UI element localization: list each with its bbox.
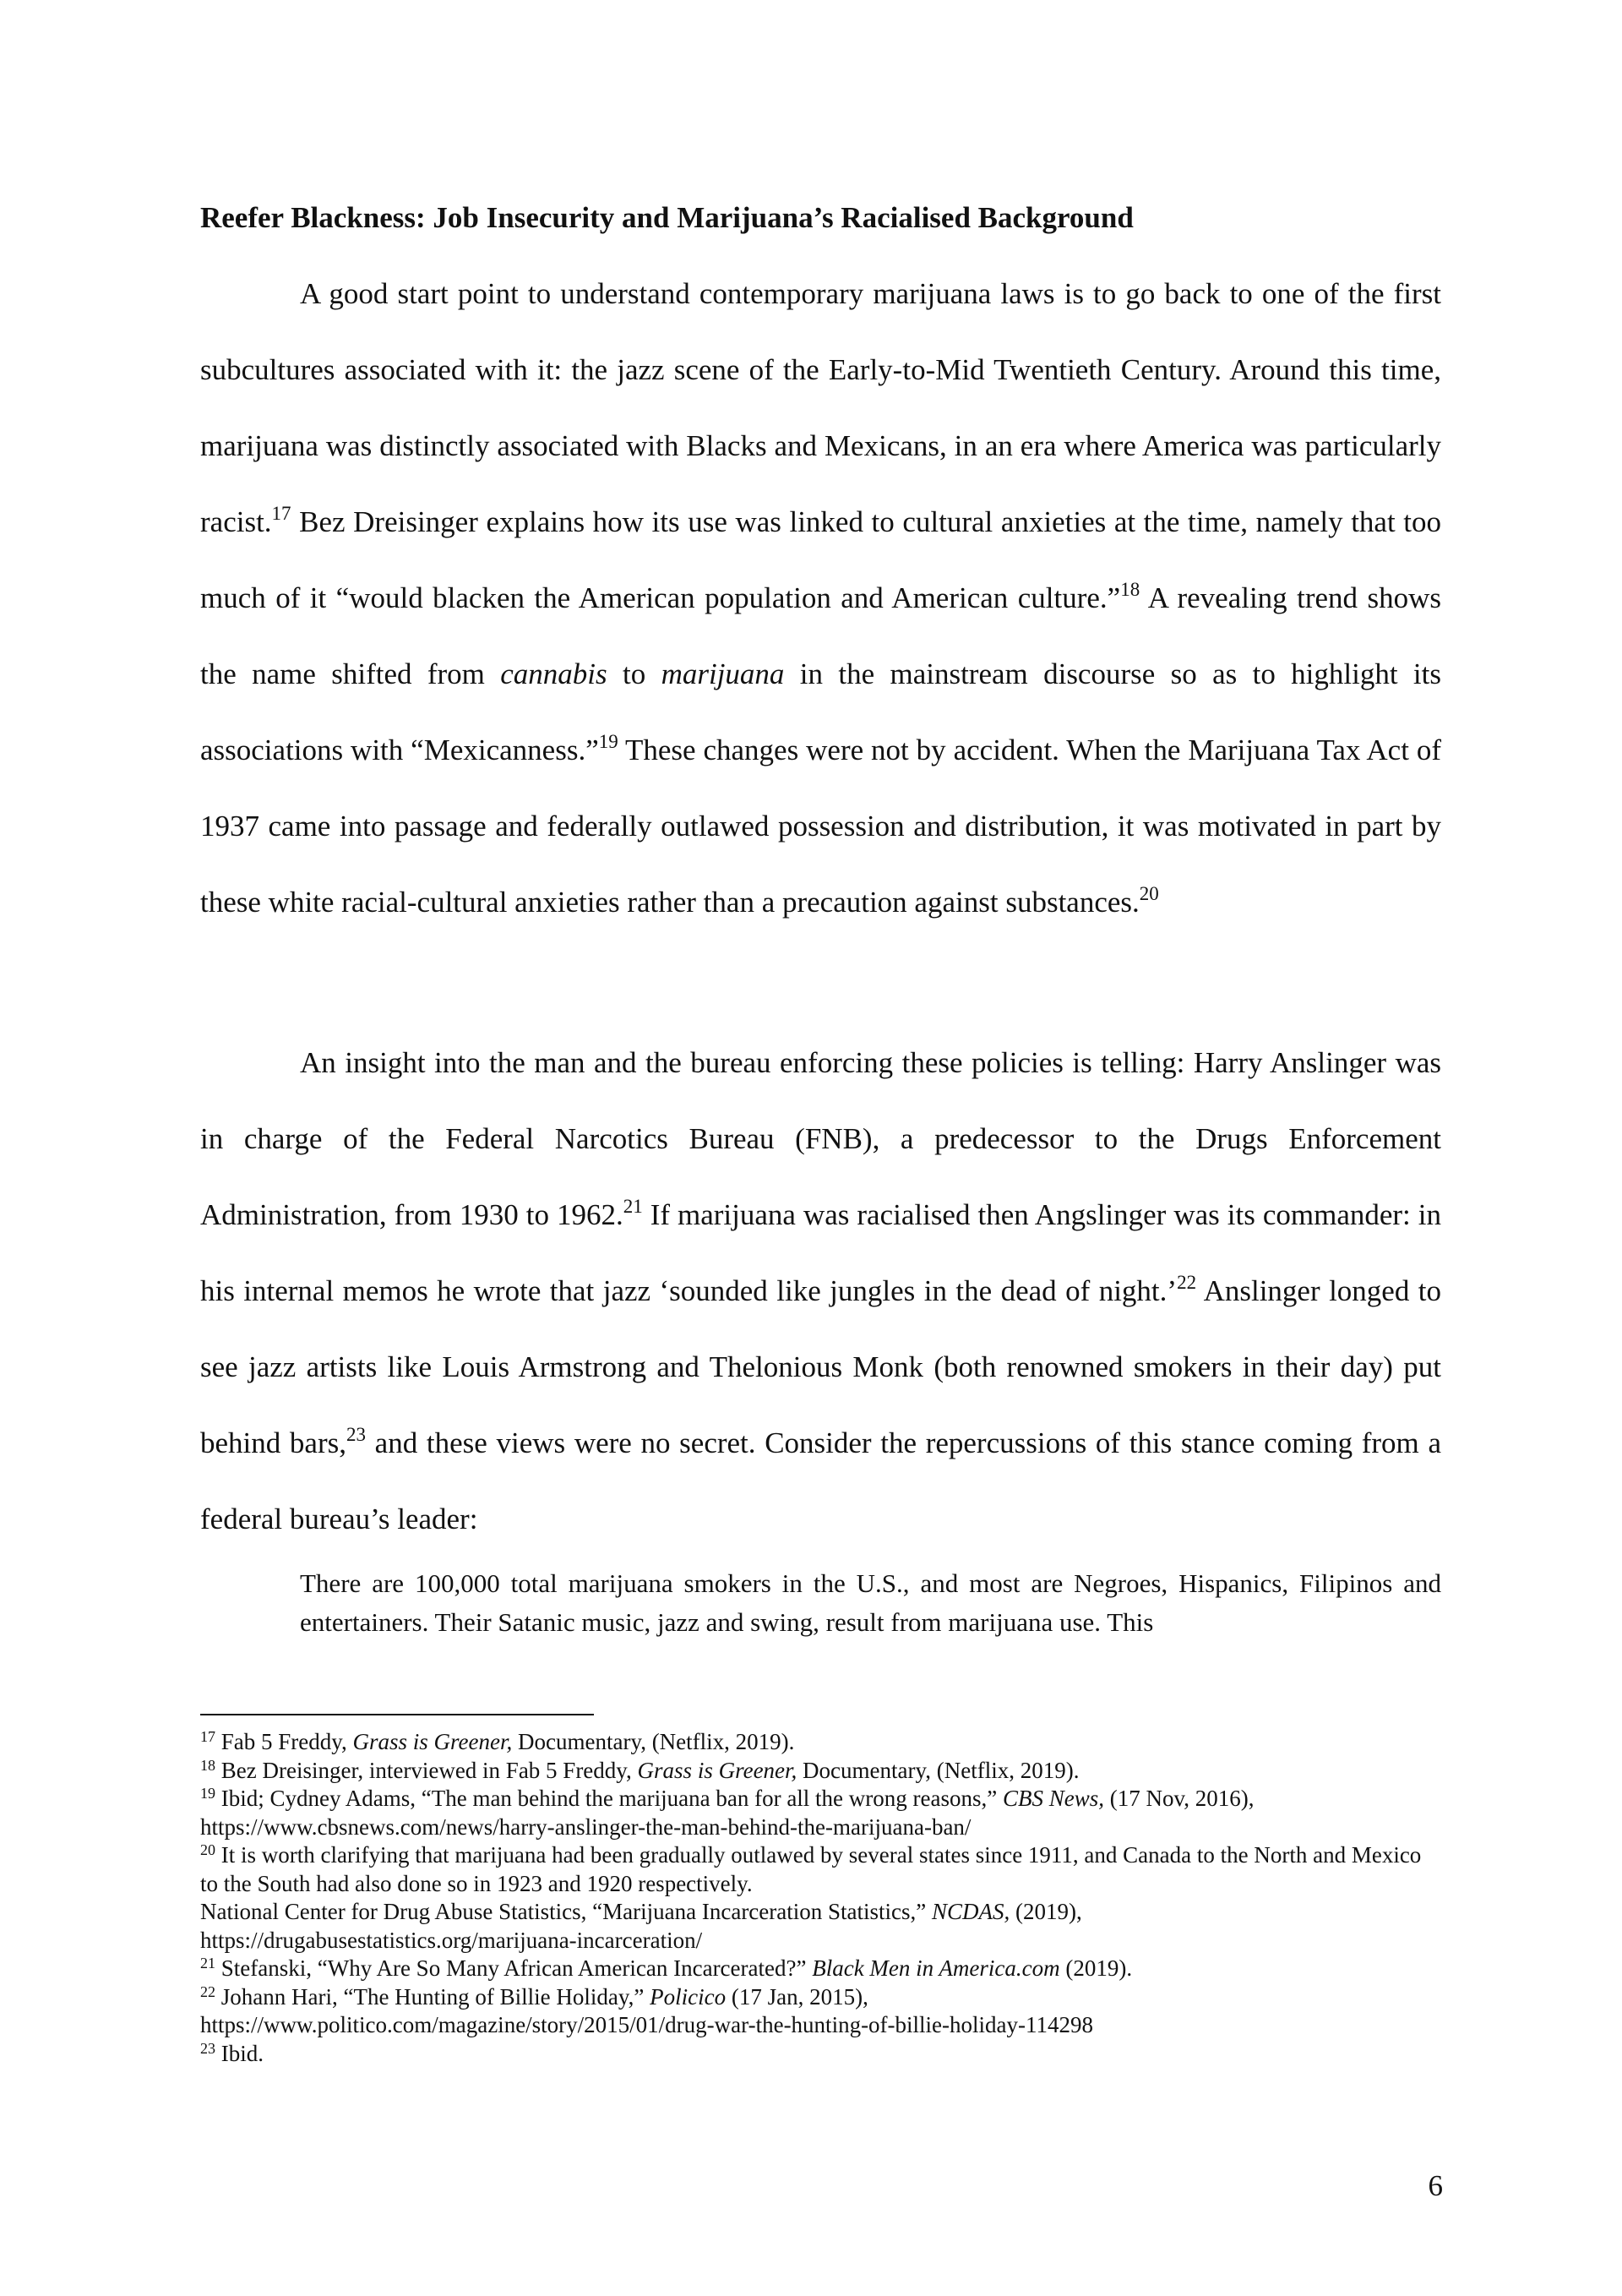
footnote-link[interactable]: (2019), https://drugabusestatistics.org/marijuana-incarceration/	[200, 1899, 1082, 1953]
footnote-link[interactable]: (17 Nov, 2016), https://www.cbsnews.com/news/harry-anslinger-the-man-behind-the-marijuana-ban/	[200, 1786, 1255, 1840]
footnote-ref-17[interactable]: 17	[271, 502, 291, 524]
footnote-21	[200, 1955, 1442, 1983]
footnote-17	[200, 1728, 1442, 1757]
footnote-text: Bez Dreisinger, interviewed in Fab 5 Freddy,	[215, 1757, 638, 1783]
footnote-number: 19	[200, 1785, 215, 1802]
footnote-20-source	[200, 1898, 1442, 1955]
footnote-20	[200, 1841, 1442, 1898]
footnote-ref-19[interactable]: 19	[598, 730, 618, 752]
footnote-italic: CBS News,	[1003, 1786, 1105, 1811]
footnote-italic: Grass is Greener,	[637, 1757, 797, 1783]
footnote-ref-18[interactable]: 18	[1120, 578, 1140, 600]
para2-text-3: Anslinger longed to see jazz artists like Louis Armstrong and Thelonious Monk (both renowned smokers in their day) put behind bars,	[200, 1274, 1441, 1459]
footnote-italic: NCDAS,	[932, 1899, 1010, 1924]
footnote-italic: Grass is Greener,	[352, 1729, 513, 1754]
body-paragraph-1	[200, 256, 1441, 941]
footnote-ref-21[interactable]: 21	[623, 1195, 643, 1217]
para1-italic-cannabis: cannabis	[500, 657, 607, 690]
footnote-number: 23	[200, 2039, 215, 2057]
block-quote: There are 100,000 total marijuana smokers in the U.S., and most are Negroes, Hispanics, Filipinos and entertainers. Their Satanic music, jazz and swing, result from marijuana use. This	[300, 1568, 1441, 1637]
footnote-number: 17	[200, 1728, 215, 1745]
footnote-18	[200, 1757, 1442, 1786]
para1-italic-marijuana: marijuana	[661, 657, 785, 690]
footnote-ref-23[interactable]: 23	[346, 1423, 366, 1445]
para1-text-6: These changes were not by accident. When the Marijuana Tax Act of 1937 came into passage and federally outlawed possession and distribution, it was motivated in part by these white racial-cultural anxieties rather than a precaution against substances.	[200, 734, 1442, 919]
footnote-ref-20[interactable]: 20	[1139, 882, 1159, 904]
footnote-ref-22[interactable]: 22	[1177, 1271, 1197, 1293]
footnote-italic: Black Men in America.com	[812, 1955, 1060, 1981]
footnote-23	[200, 2040, 1442, 2069]
footnote-number: 22	[200, 1982, 215, 2000]
footnote-number: 20	[200, 1841, 215, 1858]
para1-text-5: in the mainstream discourse so as to highlight its associations with “Mexicanness.”	[200, 657, 1441, 766]
para1-text-2: Bez Dreisinger explains how its use was linked to cultural anxieties at the time, namely that too much of it “would blacken the American population and American culture.”	[200, 505, 1441, 614]
footnote-text: Ibid; Cydney Adams, “The man behind the marijuana ban for all the wrong reasons,”	[215, 1786, 1003, 1811]
footnote-text: Documentary, (Netflix, 2019).	[512, 1729, 795, 1754]
para1-text-4: to	[607, 657, 661, 690]
footnote-number: 18	[200, 1756, 215, 1774]
footnote-text: National Center for Drug Abuse Statistics, “Marijuana Incarceration Statistics,”	[200, 1899, 932, 1924]
section-heading: Reefer Blackness: Job Insecurity and Marijuana’s Racialised Background	[200, 201, 1134, 234]
footnotes	[200, 1728, 1442, 2068]
footnote-text: It is worth clarifying that marijuana had been gradually outlawed by several states since 1911, and Canada to the North and Mexico to the South had also done so in 1923 and 1920 respectively.	[200, 1842, 1422, 1896]
para1-text-3: A revealing trend shows the name shifted from	[200, 581, 1441, 690]
footnote-19	[200, 1785, 1442, 1841]
footnote-text: Documentary, (Netflix, 2019).	[797, 1757, 1080, 1783]
footnote-separator	[200, 1714, 594, 1715]
footnote-text: Johann Hari, “The Hunting of Billie Holiday,”	[215, 1983, 650, 2010]
footnote-22-url	[200, 2011, 1442, 2040]
footnote-link[interactable]: https://www.politico.com/magazine/story/2015/01/drug-war-the-hunting-of-billie-holiday-114298	[200, 2012, 1093, 2037]
para1-text-1: A good start point to understand contemporary marijuana laws is to go back to one of the first subcultures associated with it: the jazz scene of the Early-to-Mid Twentieth Century. Around this time, marijuana was distinctly associated with Blacks and Mexicans, in an era where America was particularly racist.	[200, 277, 1441, 538]
para2-text-1: An insight into the man and the bureau enforcing these policies is telling: Harry Anslinger was in charge of the Federal Narcotics Bureau (FNB), a predecessor to the Drugs Enforcement Administration, from 1930 to 1962.	[200, 1046, 1441, 1231]
footnote-text: Ibid.	[215, 2040, 264, 2066]
para2-text-4: and these views were no secret. Consider the repercussions of this stance coming from a federal bureau’s leader:	[200, 1426, 1441, 1535]
footnote-22	[200, 1983, 1442, 2012]
footnote-text: (17 Jan, 2015),	[726, 1983, 868, 2010]
body-paragraph-2	[200, 1025, 1441, 1557]
footnote-number: 21	[200, 1955, 215, 1972]
para2-text-2: If marijuana was racialised then Angslinger was its commander: in his internal memos he wrote that jazz ‘sounded like jungles in the dead of night.’	[200, 1198, 1441, 1307]
footnote-text: Stefanski, “Why Are So Many African American Incarcerated?”	[215, 1955, 813, 1981]
footnote-text: (2019).	[1059, 1955, 1133, 1981]
footnote-italic: Policico	[650, 1983, 727, 2010]
footnote-text: Fab 5 Freddy,	[215, 1729, 353, 1754]
page-number: 6	[1428, 2169, 1443, 2202]
